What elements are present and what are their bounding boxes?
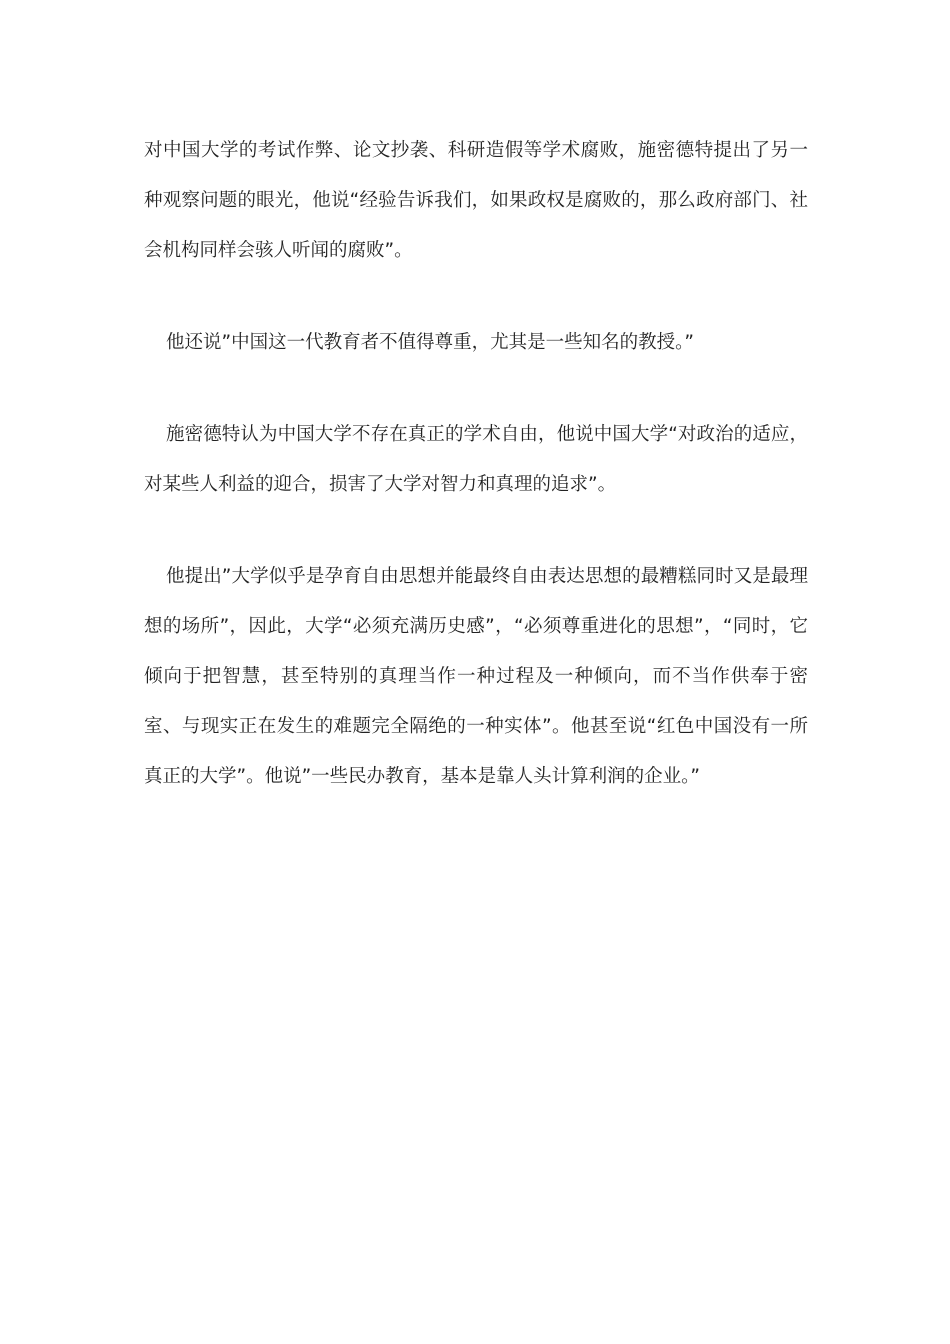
document-body: [144, 126, 808, 802]
paragraph-3: 施密德特认为中国大学不存在真正的学术自由，他说中国大学“对政治的适应，对某些人利益的迎合，损害了大学对智力和真理的追求”。: [144, 424, 808, 495]
paragraph-4: 他提出”大学似乎是孕育自由思想并能最终自由表达思想的最糟糕同时又是最理想的场所”，因此，大学“必须充满历史感”，“必须尊重进化的思想”，“同时，它倾向于把智慧，甚至特别的真理当作一种过程及一种倾向，而不当作供奉于密室、与现实正在发生的难题完全隔绝的一种实体”。他甚至说“红色中国没有一所真正的大学”。他说”一些民办教育，基本是靠人头计算利润的企业。”: [144, 566, 808, 787]
paragraph-1: 对中国大学的考试作弊、论文抄袭、科研造假等学术腐败，施密德特提出了另一种观察问题的眼光，他说“经验告诉我们，如果政权是腐败的，那么政府部门、社会机构同样会骇人听闻的腐败”。: [144, 140, 808, 261]
paragraph-2: 他还说”中国这一代教育者不值得尊重，尤其是一些知名的教授。”: [166, 332, 694, 353]
